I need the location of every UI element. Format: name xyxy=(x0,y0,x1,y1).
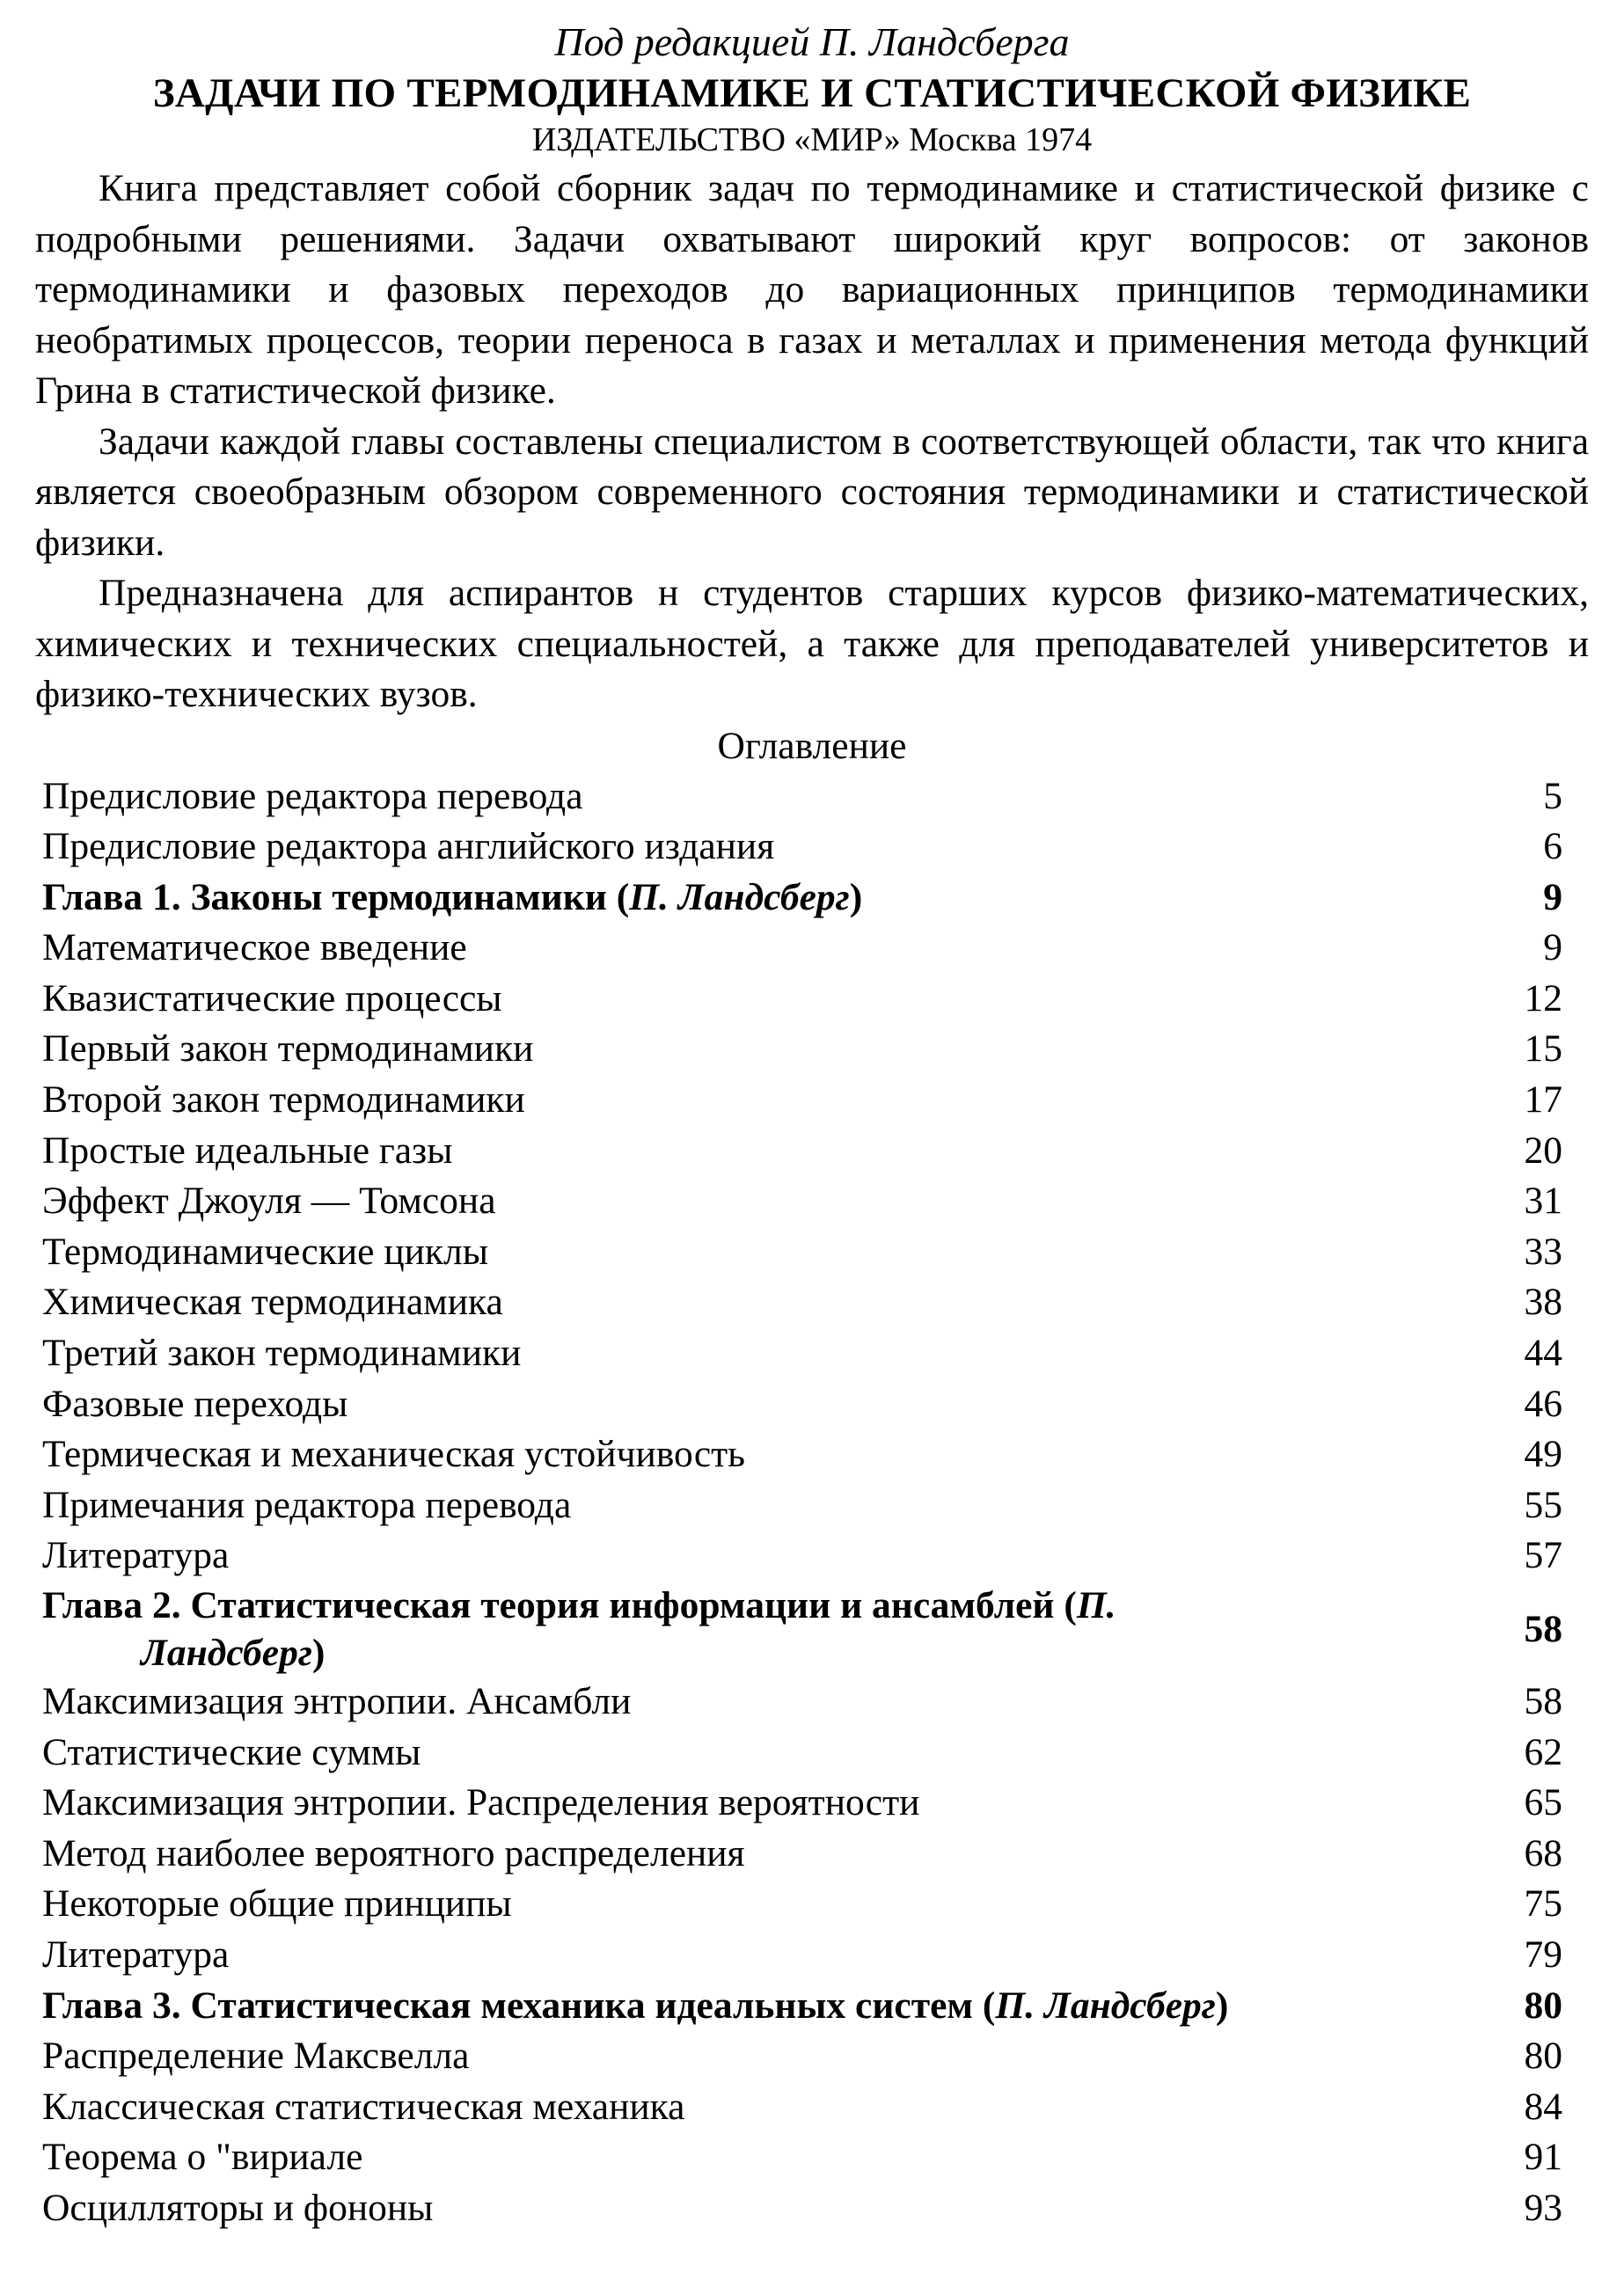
toc-entry-title: Литература xyxy=(42,1933,230,1976)
toc-chapter-1 xyxy=(35,873,1589,924)
toc-chapter-3 xyxy=(35,1981,1589,2032)
toc-entry xyxy=(35,923,1589,974)
toc-entry-title: Примечания редактора перевода xyxy=(42,1483,572,1526)
toc-entry xyxy=(35,1778,1589,1829)
toc-entry xyxy=(35,1227,1589,1278)
toc-entry-page: 68 xyxy=(1524,1831,1562,1874)
toc-entry-page: 31 xyxy=(1524,1180,1562,1223)
toc-entry xyxy=(35,1176,1589,1227)
toc-entry-title: Термодинамические циклы xyxy=(42,1230,488,1273)
toc-entry-page: 9 xyxy=(1543,926,1562,969)
toc-entry-page: 58 xyxy=(1524,1680,1562,1722)
table-of-contents xyxy=(35,771,1589,2234)
toc-entry-page: 15 xyxy=(1524,1027,1562,1071)
abstract-paragraph: Книга представляет собой сборник задач по термодинамике и статистической физике с подробными решениями. Задачи охватывают широкий круг вопросов: от законов термодинамики и фазовых переходов до вариационных принципов термодинамики необратимых процессов, теории переноса в газах и металлах и применения метода функций Грина в статистической физике. xyxy=(35,167,1589,412)
book-title: ЗАДАЧИ ПО ТЕРМОДИНАМИКЕ И СТАТИСТИЧЕСКОЙ ФИЗИКЕ xyxy=(152,70,1472,116)
toc-entry-page: 33 xyxy=(1524,1230,1562,1273)
toc-entry-title: Максимизация энтропии. Распределения вероятности xyxy=(42,1781,920,1824)
toc-chapter-title: Глава 1. Законы термодинамики (П. Ландсберг) xyxy=(42,875,863,918)
publisher-line: ИЗДАТЕЛЬСТВО «МИР» Москва 1974 xyxy=(531,121,1093,158)
toc-entry-title: Классическая статистическая механика xyxy=(42,2085,685,2128)
toc-entry-title: Литература xyxy=(42,1534,230,1577)
toc-entry-page: 20 xyxy=(1524,1129,1562,1172)
toc-entry xyxy=(35,2132,1589,2183)
toc-entry xyxy=(35,2031,1589,2082)
toc-entry-page: 79 xyxy=(1524,1933,1562,1976)
abstract-paragraph: Задачи каждой главы составлены специалистом в соответствующей области, так что книга является своеобразным обзором современного состояния термодинамики и статистической физики. xyxy=(35,420,1589,564)
toc-entry-title: Химическая термодинамика xyxy=(42,1281,503,1324)
toc-entry-title: Третий закон термодинамики xyxy=(42,1332,522,1375)
toc-entry-page: 65 xyxy=(1524,1781,1562,1824)
toc-entry-title: Эффект Джоуля — Томсона xyxy=(42,1180,496,1223)
toc-entry-title: Математическое введение xyxy=(42,926,467,969)
toc-heading: Оглавление xyxy=(717,724,907,767)
toc-entry-page: 6 xyxy=(1543,825,1562,868)
toc-entry xyxy=(35,1480,1589,1531)
toc-chapter-page: 58 xyxy=(1524,1608,1562,1650)
toc-entry xyxy=(35,2082,1589,2133)
toc-entry xyxy=(35,1829,1589,1880)
toc-entry-title: Метод наиболее вероятного распределения xyxy=(42,1831,745,1874)
abstract xyxy=(35,164,1589,720)
toc-entry xyxy=(35,974,1589,1025)
toc-entry xyxy=(35,1024,1589,1075)
document-page xyxy=(35,16,1589,2234)
toc-entry-title: Термическая и механическая устойчивость xyxy=(42,1433,745,1476)
toc-entry xyxy=(35,1379,1589,1430)
toc-chapter-page: 80 xyxy=(1524,1984,1562,2027)
toc-entry-title: Первый закон термодинамики xyxy=(42,1027,534,1071)
toc-entry-page: 91 xyxy=(1524,2136,1562,2179)
toc-entry xyxy=(35,1930,1589,1981)
toc-entry xyxy=(35,1728,1589,1779)
toc-entry xyxy=(35,2183,1589,2234)
toc-entry xyxy=(35,771,1589,822)
chapter-author: П. Ландсберг xyxy=(995,1984,1216,2027)
toc-entry-page: 5 xyxy=(1543,774,1562,817)
toc-entry-page: 75 xyxy=(1524,1882,1562,1926)
chapter-author: П. Ландсберг xyxy=(629,875,850,918)
toc-entry-page: 38 xyxy=(1524,1281,1562,1324)
toc-entry-page: 12 xyxy=(1524,976,1562,1019)
toc-entry-title: Распределение Максвелла xyxy=(42,2035,470,2078)
toc-entry xyxy=(35,1126,1589,1177)
toc-entry-title: Квазистатические процессы xyxy=(42,976,502,1019)
toc-entry-title: Предисловие редактора перевода xyxy=(42,774,583,817)
toc-entry xyxy=(35,1531,1589,1582)
toc-entry-title: Предисловие редактора английского издания xyxy=(42,825,775,868)
toc-entry-page: 49 xyxy=(1524,1433,1562,1476)
chapter-author: П. xyxy=(1076,1584,1116,1626)
toc-entry xyxy=(35,1328,1589,1379)
chapter-author: Ландсберг xyxy=(141,1632,312,1674)
toc-entry-page: 57 xyxy=(1524,1534,1562,1577)
toc-entry-title: Теорема о "вириале xyxy=(42,2136,363,2179)
toc-entry-page: 44 xyxy=(1524,1332,1562,1375)
toc-entry-page: 17 xyxy=(1524,1078,1562,1122)
toc-entry xyxy=(35,1075,1589,1126)
toc-entry-title: Статистические суммы xyxy=(42,1730,421,1773)
toc-entry-title: Второй закон термодинамики xyxy=(42,1078,525,1122)
toc-entry-page: 80 xyxy=(1524,2035,1562,2078)
toc-entry xyxy=(35,822,1589,873)
toc-entry-page: 93 xyxy=(1524,2186,1562,2229)
toc-entry-page: 55 xyxy=(1524,1483,1562,1526)
toc-entry xyxy=(35,1879,1589,1930)
toc-entry xyxy=(35,1677,1589,1728)
toc-entry-title: Осцилляторы и фононы xyxy=(42,2186,434,2229)
toc-entry-title: Некоторые общие принципы xyxy=(42,1882,512,1926)
toc-chapter-page: 9 xyxy=(1543,875,1562,918)
toc-entry-page: 62 xyxy=(1524,1730,1562,1773)
toc-entry-title: Простые идеальные газы xyxy=(42,1129,453,1172)
toc-entry-page: 84 xyxy=(1524,2085,1562,2128)
toc-chapter-2 xyxy=(35,1582,1589,1677)
toc-chapter-title: Глава 2. Статистическая теория информации и ансамблей (П. Ландсберг) xyxy=(42,1584,1116,1674)
toc-entry-title: Фазовые переходы xyxy=(42,1382,348,1425)
abstract-paragraph: Предназначена для аспирантов н студентов старших курсов физико-математических, химических и технических специальностей, а также для преподавателей университетов и физико-технических вузов. xyxy=(35,572,1589,715)
editor-line: Под редакцией П. Ландсберга xyxy=(554,19,1070,64)
toc-chapter-title: Глава 3. Статистическая механика идеальных систем (П. Ландсберг) xyxy=(42,1984,1229,2027)
toc-entry xyxy=(35,1277,1589,1328)
toc-entry-title: Максимизация энтропии. Ансамбли xyxy=(42,1680,632,1722)
toc-entry xyxy=(35,1429,1589,1480)
toc-entry-page: 46 xyxy=(1524,1382,1562,1425)
